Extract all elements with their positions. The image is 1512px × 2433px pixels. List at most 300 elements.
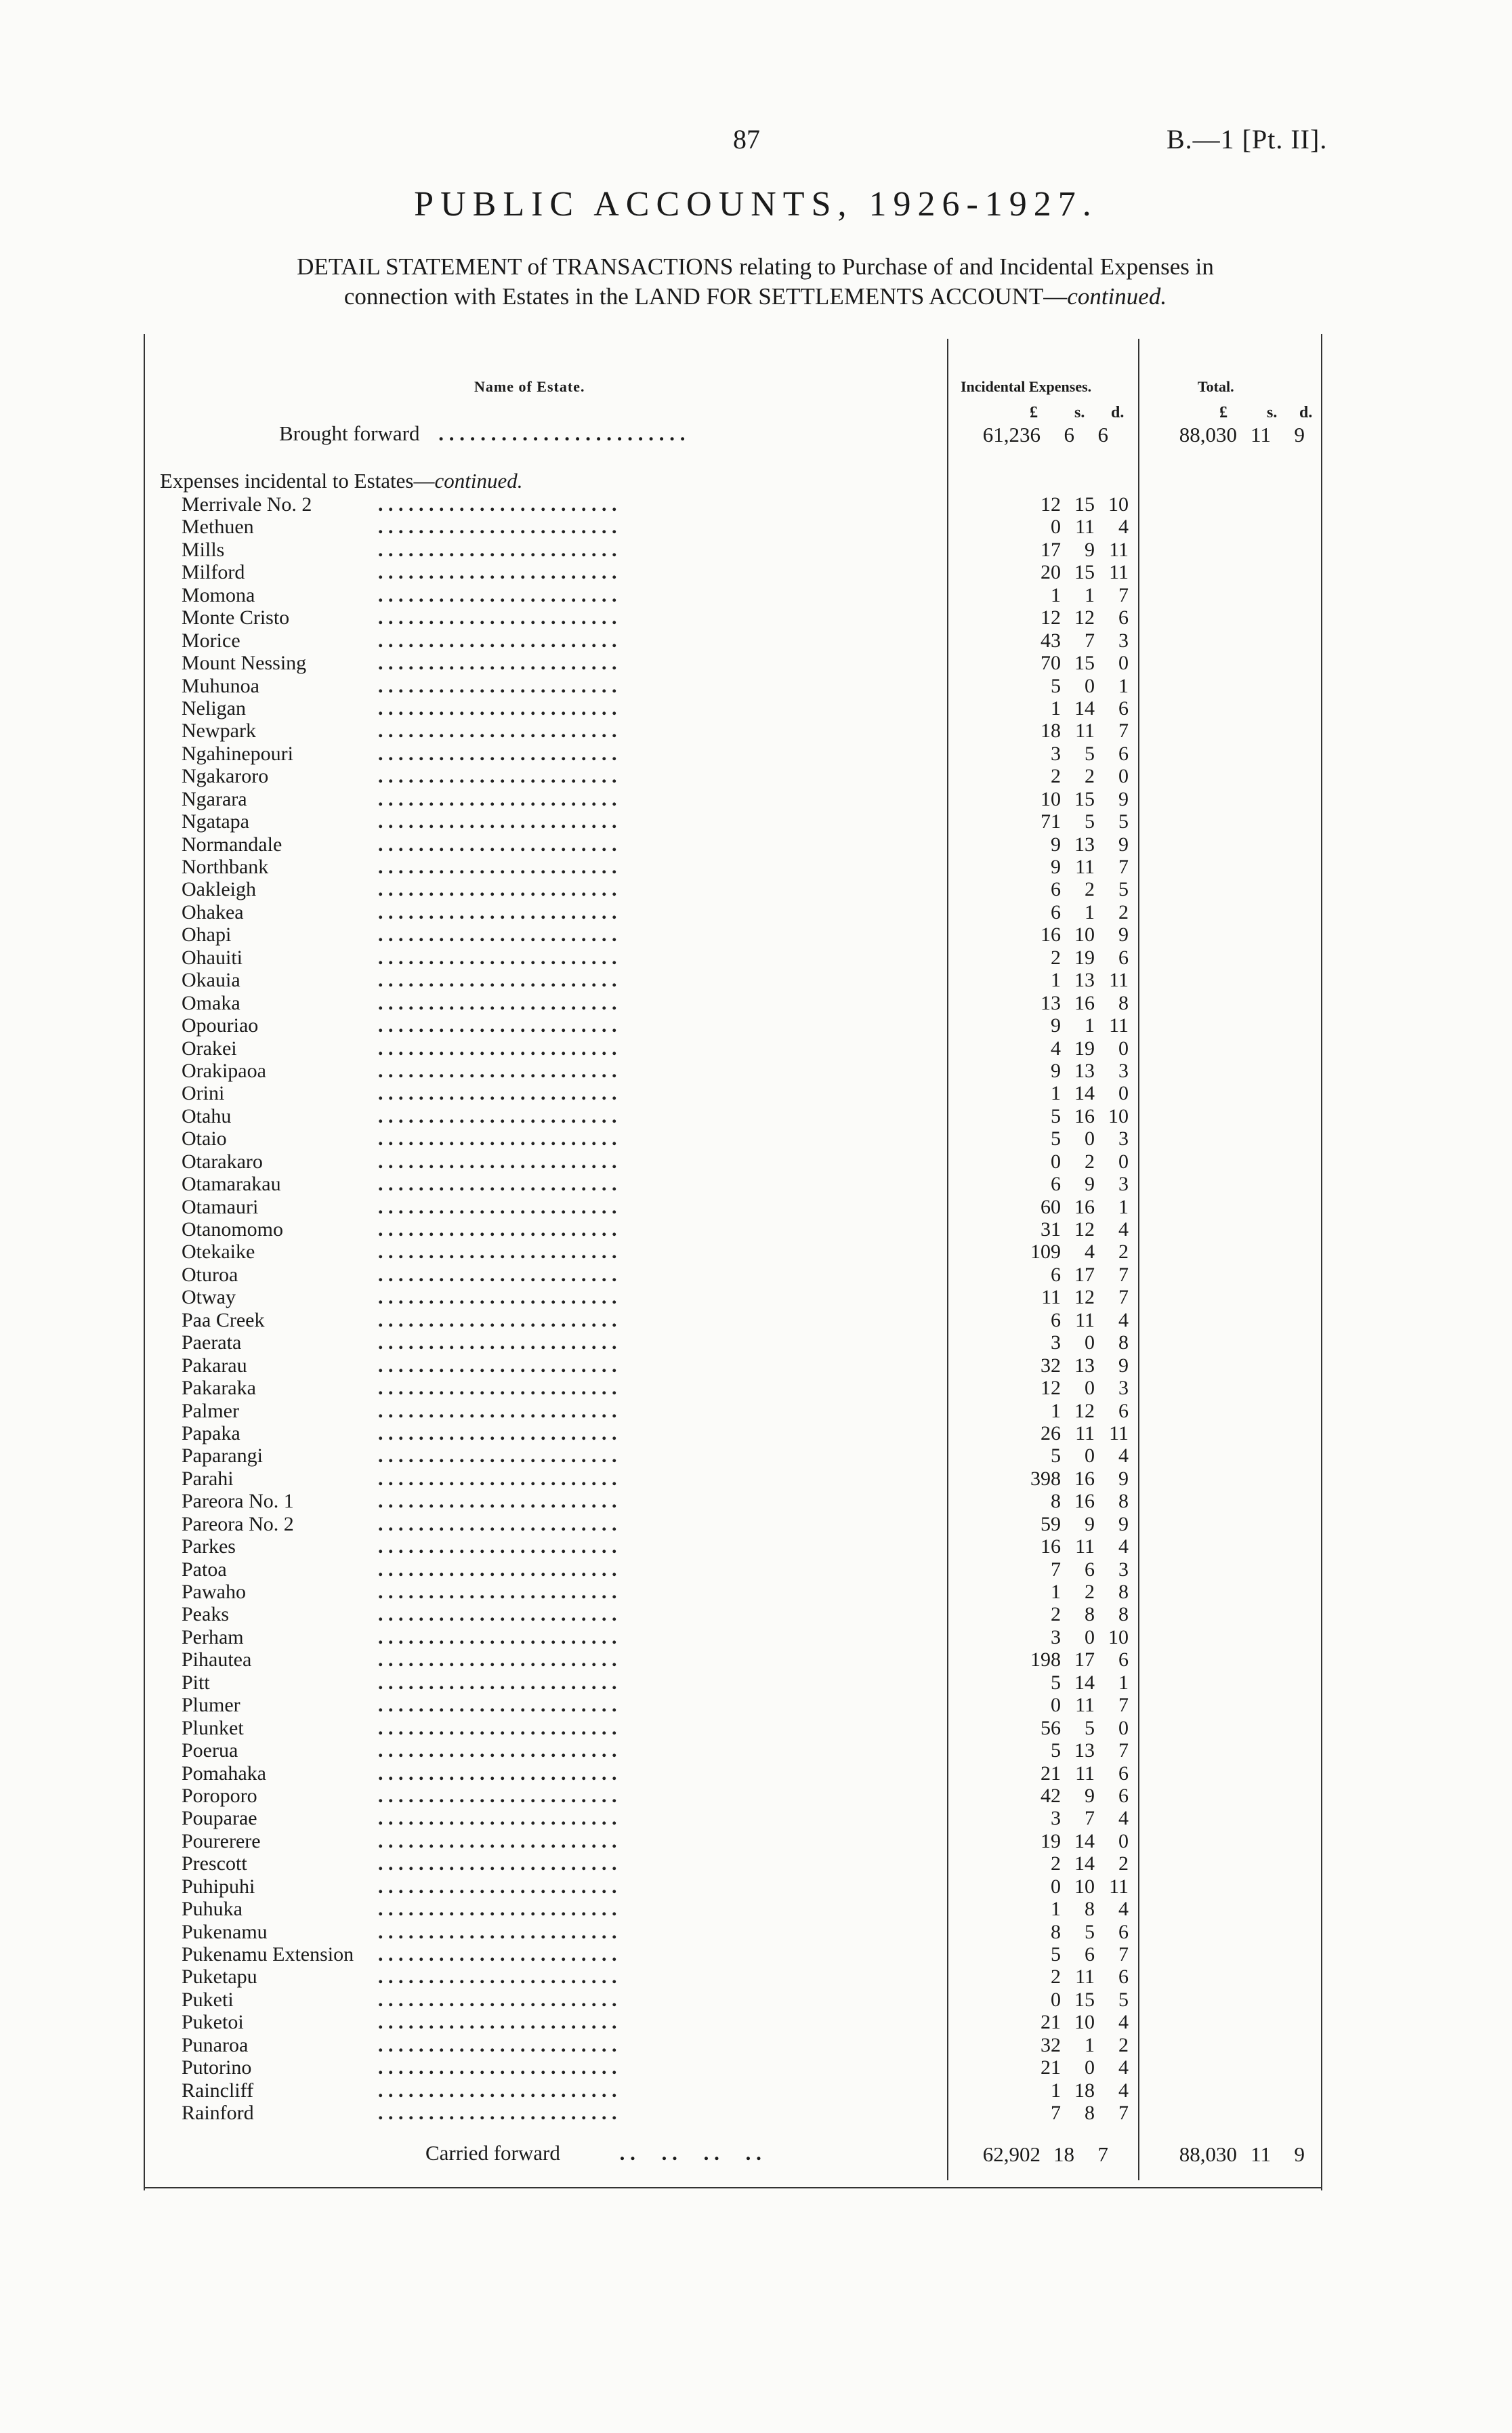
estate-name: Ngatapa <box>182 810 249 833</box>
table-row <box>182 584 1306 606</box>
table-row <box>182 1830 1306 1852</box>
estate-amount <box>981 992 1129 1014</box>
estate-name: Omaka <box>182 991 240 1014</box>
row-leader: . . . . . . . . . . . . . . . . . . . . . . . . <box>378 1603 617 1626</box>
row-leader: . . . . . . . . . . . . . . . . . . . . . . . . <box>378 1286 617 1309</box>
estate-amount <box>981 2102 1129 2124</box>
table-row <box>182 516 1306 538</box>
row-leader: . . . . . . . . . . . . . . . . . . . . . . . . <box>378 720 617 743</box>
table-row <box>182 1921 1306 1943</box>
amount-pounds: 11 <box>1041 1286 1061 1309</box>
amount-pence: 7 <box>1118 1739 1129 1762</box>
table-row <box>182 1196 1306 1218</box>
estate-amount <box>981 539 1129 561</box>
amount-pounds: 71 <box>1041 810 1061 833</box>
amount-pence: 11 <box>1109 1421 1129 1444</box>
estate-name: Otekaike <box>182 1241 255 1264</box>
amount-pounds: 3 <box>1051 1625 1061 1648</box>
estate-name: Okauia <box>182 969 240 992</box>
estate-name: Pukenamu <box>182 1920 268 1943</box>
amount-shillings: 11 <box>1075 516 1095 539</box>
row-leader: . . . . . . . . . . . . . . . . . . . . . . . . <box>378 946 617 969</box>
carried-forward-label: Carried forward <box>425 2141 560 2165</box>
amount-shillings: 14 <box>1074 1082 1095 1105</box>
table-row <box>182 1785 1306 1807</box>
amount-pence: 6 <box>1118 696 1129 720</box>
amount-pounds: 5 <box>1051 1671 1061 1694</box>
estate-amount <box>981 923 1129 946</box>
amount-pence: 6 <box>1118 1399 1129 1422</box>
amount-shillings: 19 <box>1074 946 1095 969</box>
table-row <box>182 629 1306 652</box>
amount-pounds: 56 <box>1041 1716 1061 1739</box>
estate-name: Otamauri <box>182 1195 259 1218</box>
amount-shillings: 12 <box>1074 606 1095 629</box>
amount-pence: 9 <box>1118 833 1129 856</box>
amount-pence: 11 <box>1109 538 1129 561</box>
estate-amount <box>981 1898 1129 1920</box>
amount-pence: 7 <box>1118 856 1129 878</box>
amount-pence: 7 <box>1118 1694 1129 1717</box>
row-leader: . . . . . . . . . . . . . . . . . . . . . . . . <box>378 1104 617 1127</box>
estate-amount <box>981 1468 1129 1490</box>
amount-pounds: 70 <box>1041 652 1061 675</box>
brought-forward-label: Brought forward <box>279 421 420 445</box>
table-row <box>182 2011 1306 2033</box>
amount-shillings: 2 <box>1085 1150 1095 1173</box>
row-leader: . . . . . . . . . . . . . . . . . . . . . . . . <box>378 652 617 675</box>
table-row <box>182 765 1306 787</box>
amount-pounds: 2 <box>1051 1966 1061 1989</box>
estate-amount <box>981 788 1129 810</box>
estate-name: Otanomomo <box>182 1218 283 1241</box>
amount-pounds: 9 <box>1051 1014 1061 1037</box>
row-leader: . . . . . . . . . . . . . . . . . . . . . . . . <box>378 765 617 788</box>
table-row <box>182 2102 1306 2124</box>
estate-name: Ngakaroro <box>182 765 269 788</box>
subtitle-line-2-text: connection with Estates in the LAND FOR SETTLEMENTS ACCOUNT— <box>343 283 1068 310</box>
estate-amount <box>981 1535 1129 1558</box>
row-leader: . . . . . . . . . . . . . . . . . . . . . . . . <box>378 1467 617 1490</box>
estate-amount <box>981 1105 1129 1127</box>
estate-amount <box>981 1717 1129 1739</box>
estate-amount <box>981 901 1129 923</box>
estate-name: Parkes <box>182 1535 236 1558</box>
amount-shillings: 16 <box>1074 1490 1095 1513</box>
row-leader: . . . . . . . . . . . . . . . . . . . . . . . . <box>378 1331 617 1354</box>
unit-pound-incidental: £ <box>1030 404 1038 421</box>
table-row <box>182 1739 1306 1762</box>
table-row <box>182 493 1306 516</box>
amount-pence: 6 <box>1118 1784 1129 1807</box>
amount-pence: 4 <box>1118 1218 1129 1241</box>
amount-pence: 4 <box>1118 1444 1129 1468</box>
amount-shillings: 2 <box>1085 1581 1095 1603</box>
table-row <box>182 923 1306 946</box>
estate-amount <box>981 1875 1129 1898</box>
amount-shillings: 7 <box>1085 629 1095 652</box>
estate-name: Milford <box>182 561 245 584</box>
amount-pence: 4 <box>1118 1535 1129 1558</box>
amount-pence: 3 <box>1118 1127 1129 1150</box>
estate-name: Paerata <box>182 1331 242 1354</box>
amount-pence: 7 <box>1118 1263 1129 1286</box>
estate-amount <box>981 2034 1129 2056</box>
estate-amount <box>981 2056 1129 2079</box>
amount-pence: 9 <box>1118 1467 1129 1490</box>
amount-pounds: 198 <box>1030 1648 1061 1671</box>
estate-amount <box>981 1218 1129 1241</box>
amount-pounds: 6 <box>1051 1308 1061 1331</box>
subtitle-continued: continued. <box>1067 283 1167 310</box>
amount-shillings: 0 <box>1085 674 1095 697</box>
amount-pence: 8 <box>1118 991 1129 1014</box>
estate-name: Pomahaka <box>182 1762 266 1785</box>
estate-name: Pukenamu Extension <box>182 1943 354 1966</box>
amount-shillings: 13 <box>1074 1059 1095 1082</box>
row-leader: . . . . . . . . . . . . . . . . . . . . . . . . <box>378 1512 617 1535</box>
estate-amount <box>981 584 1129 606</box>
estate-amount <box>981 561 1129 583</box>
amount-pence: 6 <box>1118 606 1129 629</box>
amount-pounds: 20 <box>1041 561 1061 584</box>
amount-shillings: 13 <box>1074 969 1095 992</box>
amount-pounds: 32 <box>1041 1354 1061 1377</box>
amount-pence: 9 <box>1118 1354 1129 1377</box>
amount-shillings: 14 <box>1074 1671 1095 1694</box>
table-row <box>182 1671 1306 1694</box>
amount-pounds: 398 <box>1030 1467 1061 1490</box>
estate-amount <box>981 878 1129 900</box>
row-leader: . . . . . . . . . . . . . . . . . . . . . . . . <box>378 1762 617 1785</box>
estate-name: Otaio <box>182 1127 227 1150</box>
estate-name: Pareora No. 1 <box>182 1490 294 1513</box>
amount-pence: 6 <box>1118 946 1129 969</box>
amount-shillings: 17 <box>1074 1263 1095 1286</box>
table-row <box>182 1717 1306 1739</box>
estate-amount <box>981 1127 1129 1150</box>
row-leader: . . . . . . . . . . . . . . . . . . . . . . . . <box>378 1829 617 1852</box>
table-row <box>182 1626 1306 1648</box>
table-row <box>182 1400 1306 1422</box>
amount-pence: 4 <box>1118 1807 1129 1830</box>
table-row <box>182 1241 1306 1263</box>
amount-pounds: 43 <box>1041 629 1061 652</box>
table-row <box>182 1105 1306 1127</box>
amount-shillings: 13 <box>1074 1354 1095 1377</box>
table-row <box>182 2079 1306 2102</box>
amount-pence: 10 <box>1108 493 1129 516</box>
estate-amount <box>981 969 1129 991</box>
table-row <box>182 992 1306 1014</box>
estate-amount <box>981 1082 1129 1104</box>
amount-pounds: 12 <box>1041 606 1061 629</box>
row-leader: . . . . . . . . . . . . . . . . . . . . . . . . <box>378 1966 617 1989</box>
amount-pounds: 5 <box>1051 1104 1061 1127</box>
bf-total-shillings: 11 <box>1251 423 1271 446</box>
row-leader: . . . . . . . . . . . . . . . . . . . . . . . . <box>378 878 617 901</box>
subtitle-line-2 <box>135 282 1375 312</box>
amount-pounds: 19 <box>1041 1829 1061 1852</box>
table-row <box>182 697 1306 720</box>
amount-pence: 6 <box>1118 742 1129 765</box>
estate-name: Northbank <box>182 856 269 878</box>
amount-pence: 9 <box>1118 787 1129 810</box>
row-leader: . . . . . . . . . . . . . . . . . . . . . . . . <box>378 1535 617 1558</box>
estate-name: Momona <box>182 583 255 606</box>
estate-name: Puketi <box>182 1988 234 2011</box>
estate-amount <box>981 606 1129 629</box>
amount-pence: 4 <box>1118 516 1129 539</box>
table-row <box>182 969 1306 991</box>
amount-pence: 5 <box>1118 1988 1129 2011</box>
amount-pounds: 0 <box>1051 1150 1061 1173</box>
table-row <box>182 1173 1306 1195</box>
amount-pounds: 3 <box>1051 1807 1061 1830</box>
amount-shillings: 19 <box>1074 1037 1095 1060</box>
estate-amount <box>981 1422 1129 1444</box>
amount-pounds: 21 <box>1041 2011 1061 2034</box>
estate-name: Puhuka <box>182 1898 243 1921</box>
estate-amount <box>981 516 1129 538</box>
carried-forward-total <box>1152 2142 1305 2167</box>
amount-pounds: 60 <box>1041 1195 1061 1218</box>
amount-shillings: 15 <box>1074 652 1095 675</box>
table-row <box>182 743 1306 765</box>
amount-pounds: 17 <box>1041 538 1061 561</box>
cf-inc-pence: 7 <box>1097 2142 1108 2166</box>
amount-pounds: 0 <box>1051 1875 1061 1898</box>
table-row <box>182 1762 1306 1785</box>
subtitle-line-1: DETAIL STATEMENT of TRANSACTIONS relating to Purchase of and Incidental Expenses in <box>297 253 1214 280</box>
unit-pence-incidental: d. <box>1111 404 1125 421</box>
row-leader: . . . . . . . . . . . . . . . . . . . . . . . . <box>378 1195 617 1218</box>
amount-pounds: 9 <box>1051 833 1061 856</box>
table-row <box>182 1989 1306 2011</box>
estate-name: Plumer <box>182 1694 240 1717</box>
estate-amount <box>981 1852 1129 1875</box>
estate-name: Newpark <box>182 720 256 743</box>
estate-name: Poerua <box>182 1739 238 1762</box>
estate-name: Pakaraka <box>182 1377 256 1400</box>
row-leader: . . . . . . . . . . . . . . . . . . . . . . . . <box>378 1263 617 1286</box>
estate-amount <box>981 1241 1129 1263</box>
amount-pence: 3 <box>1118 629 1129 652</box>
amount-shillings: 15 <box>1074 561 1095 584</box>
unit-pence-total: d. <box>1299 404 1313 421</box>
estate-name: Patoa <box>182 1558 227 1581</box>
estate-name: Pitt <box>182 1671 210 1694</box>
estate-name: Puketoi <box>182 2011 244 2034</box>
amount-pence: 2 <box>1118 900 1129 923</box>
amount-pounds: 5 <box>1051 1943 1061 1966</box>
amount-pounds: 6 <box>1051 900 1061 923</box>
amount-shillings: 0 <box>1085 2056 1095 2079</box>
amount-pounds: 5 <box>1051 1739 1061 1762</box>
row-leader: . . . . . . . . . . . . . . . . . . . . . . . . <box>378 1241 617 1264</box>
amount-pounds: 1 <box>1051 583 1061 606</box>
estate-amount <box>981 1309 1129 1331</box>
row-leader: . . . . . . . . . . . . . . . . . . . . . . . . <box>378 1875 617 1898</box>
table-row <box>182 901 1306 923</box>
amount-shillings: 6 <box>1085 1943 1095 1966</box>
estate-name: Papaka <box>182 1421 240 1444</box>
amount-pounds: 9 <box>1051 856 1061 878</box>
estate-name: Pihautea <box>182 1648 252 1671</box>
amount-shillings: 0 <box>1085 1331 1095 1354</box>
table-row <box>182 1966 1306 1988</box>
amount-pence: 5 <box>1118 878 1129 901</box>
estate-amount <box>981 856 1129 878</box>
table-row <box>182 2056 1306 2079</box>
amount-pence: 1 <box>1118 1671 1129 1694</box>
cf-total-pence: 9 <box>1294 2142 1305 2166</box>
amount-shillings: 10 <box>1074 923 1095 947</box>
row-leader: . . . . . . . . . . . . . . . . . . . . . . . . <box>378 1943 617 1966</box>
amount-pence: 0 <box>1118 1716 1129 1739</box>
unit-pound-total: £ <box>1219 404 1227 421</box>
table-row <box>182 1037 1306 1060</box>
estate-name: Ngahinepouri <box>182 742 293 765</box>
row-leader: . . . . . . . . . . . . . . . . . . . . . . . . <box>378 1807 617 1830</box>
amount-shillings: 17 <box>1074 1648 1095 1671</box>
estate-amount <box>981 1490 1129 1512</box>
estate-name: Palmer <box>182 1399 239 1422</box>
amount-pence: 4 <box>1118 1308 1129 1331</box>
carried-forward-leader: . . . . . . . . <box>619 2141 761 2165</box>
row-leader: . . . . . . . . . . . . . . . . . . . . . . . . <box>378 561 617 584</box>
amount-shillings: 14 <box>1074 1852 1095 1875</box>
estate-amount <box>981 1400 1129 1422</box>
amount-pounds: 3 <box>1051 1331 1061 1354</box>
amount-pounds: 1 <box>1051 1898 1061 1921</box>
table-row <box>182 1309 1306 1331</box>
amount-shillings: 5 <box>1085 1716 1095 1739</box>
amount-pounds: 5 <box>1051 674 1061 697</box>
amount-pounds: 2 <box>1051 946 1061 969</box>
amount-shillings: 11 <box>1075 1308 1095 1331</box>
amount-pence: 11 <box>1109 1875 1129 1898</box>
estate-amount <box>981 1694 1129 1716</box>
table-row <box>182 1082 1306 1104</box>
amount-pounds: 10 <box>1041 787 1061 810</box>
table-row <box>182 720 1306 742</box>
table-row <box>182 606 1306 629</box>
amount-shillings: 1 <box>1085 900 1095 923</box>
estate-name: Pareora No. 2 <box>182 1512 294 1535</box>
amount-pounds: 1 <box>1051 1399 1061 1422</box>
row-leader: . . . . . . . . . . . . . . . . . . . . . . . . <box>378 856 617 878</box>
amount-shillings: 8 <box>1085 2102 1095 2125</box>
estate-amount <box>981 675 1129 697</box>
amount-pounds: 2 <box>1051 765 1061 788</box>
amount-shillings: 8 <box>1085 1603 1095 1626</box>
amount-shillings: 0 <box>1085 1377 1095 1400</box>
brought-forward-incidental <box>961 423 1108 447</box>
estate-name: Ohapi <box>182 923 232 947</box>
row-leader: . . . . . . . . . . . . . . . . . . . . . . . . <box>378 696 617 720</box>
estate-amount <box>981 743 1129 765</box>
table-row <box>182 1150 1306 1173</box>
amount-pence: 0 <box>1118 1082 1129 1105</box>
table-row <box>182 1354 1306 1377</box>
amount-pence: 7 <box>1118 2102 1129 2125</box>
table-row <box>182 539 1306 561</box>
estate-name: Oturoa <box>182 1263 238 1286</box>
table-row <box>182 856 1306 878</box>
table-row <box>182 1014 1306 1037</box>
row-leader: . . . . . . . . . . . . . . . . . . . . . . . . <box>378 1308 617 1331</box>
amount-pence: 6 <box>1118 1920 1129 1943</box>
amount-shillings: 9 <box>1085 1784 1095 1807</box>
amount-pounds: 1 <box>1051 2079 1061 2102</box>
estate-amount <box>981 1173 1129 1195</box>
unit-shilling-incidental: s. <box>1074 404 1085 421</box>
table-row <box>182 1807 1306 1829</box>
brought-forward-leader: . . . . . . . . . . . . . . . . . . . . . . . . <box>438 421 686 445</box>
estate-name: Otarakaro <box>182 1150 263 1173</box>
estate-amount <box>981 1150 1129 1173</box>
estate-amount <box>981 1807 1129 1829</box>
estate-amount <box>981 1785 1129 1807</box>
statement-subtitle <box>135 252 1375 312</box>
amount-pence: 9 <box>1118 923 1129 947</box>
table-row <box>182 1898 1306 1920</box>
table-row <box>182 1060 1306 1082</box>
table-row <box>182 810 1306 833</box>
estate-name: Otway <box>182 1286 236 1309</box>
cf-total-shillings: 11 <box>1251 2142 1271 2166</box>
estate-name: Ngarara <box>182 787 247 810</box>
table-row <box>182 652 1306 674</box>
estate-amount <box>981 1626 1129 1648</box>
estate-amount <box>981 947 1129 969</box>
table-row <box>182 675 1306 697</box>
amount-pence: 10 <box>1108 1104 1129 1127</box>
bf-inc-shillings: 6 <box>1064 423 1074 446</box>
estate-amount <box>981 1444 1129 1467</box>
estate-amount <box>981 1264 1129 1286</box>
row-leader: . . . . . . . . . . . . . . . . . . . . . . . . <box>378 1784 617 1807</box>
estate-name: Ohauiti <box>182 946 243 969</box>
estate-amount <box>981 765 1129 787</box>
amount-pence: 0 <box>1118 652 1129 675</box>
amount-shillings: 0 <box>1085 1127 1095 1150</box>
amount-pence: 4 <box>1118 1898 1129 1921</box>
table-row <box>182 1603 1306 1625</box>
table-row <box>182 1648 1306 1671</box>
row-leader: . . . . . . . . . . . . . . . . . . . . . . . . <box>378 1671 617 1694</box>
amount-shillings: 5 <box>1085 742 1095 765</box>
amount-shillings: 12 <box>1074 1286 1095 1309</box>
cf-inc-pounds: 62,902 <box>982 2142 1041 2166</box>
amount-pence: 0 <box>1118 1150 1129 1173</box>
table-row <box>182 833 1306 856</box>
estate-amount <box>981 1581 1129 1603</box>
estate-amount <box>981 1014 1129 1037</box>
amount-shillings: 15 <box>1074 1988 1095 2011</box>
row-leader: . . . . . . . . . . . . . . . . . . . . . . . . <box>378 606 617 629</box>
estate-name: Methuen <box>182 516 254 539</box>
row-leader: . . . . . . . . . . . . . . . . . . . . . . . . <box>378 1354 617 1377</box>
row-leader: . . . . . . . . . . . . . . . . . . . . . . . . <box>378 1082 617 1105</box>
estate-name: Morice <box>182 629 240 652</box>
amount-pounds: 5 <box>1051 1127 1061 1150</box>
row-leader: . . . . . . . . . . . . . . . . . . . . . . . . <box>378 2011 617 2034</box>
row-leader: . . . . . . . . . . . . . . . . . . . . . . . . <box>378 787 617 810</box>
amount-pounds: 0 <box>1051 1694 1061 1717</box>
amount-shillings: 5 <box>1085 1920 1095 1943</box>
